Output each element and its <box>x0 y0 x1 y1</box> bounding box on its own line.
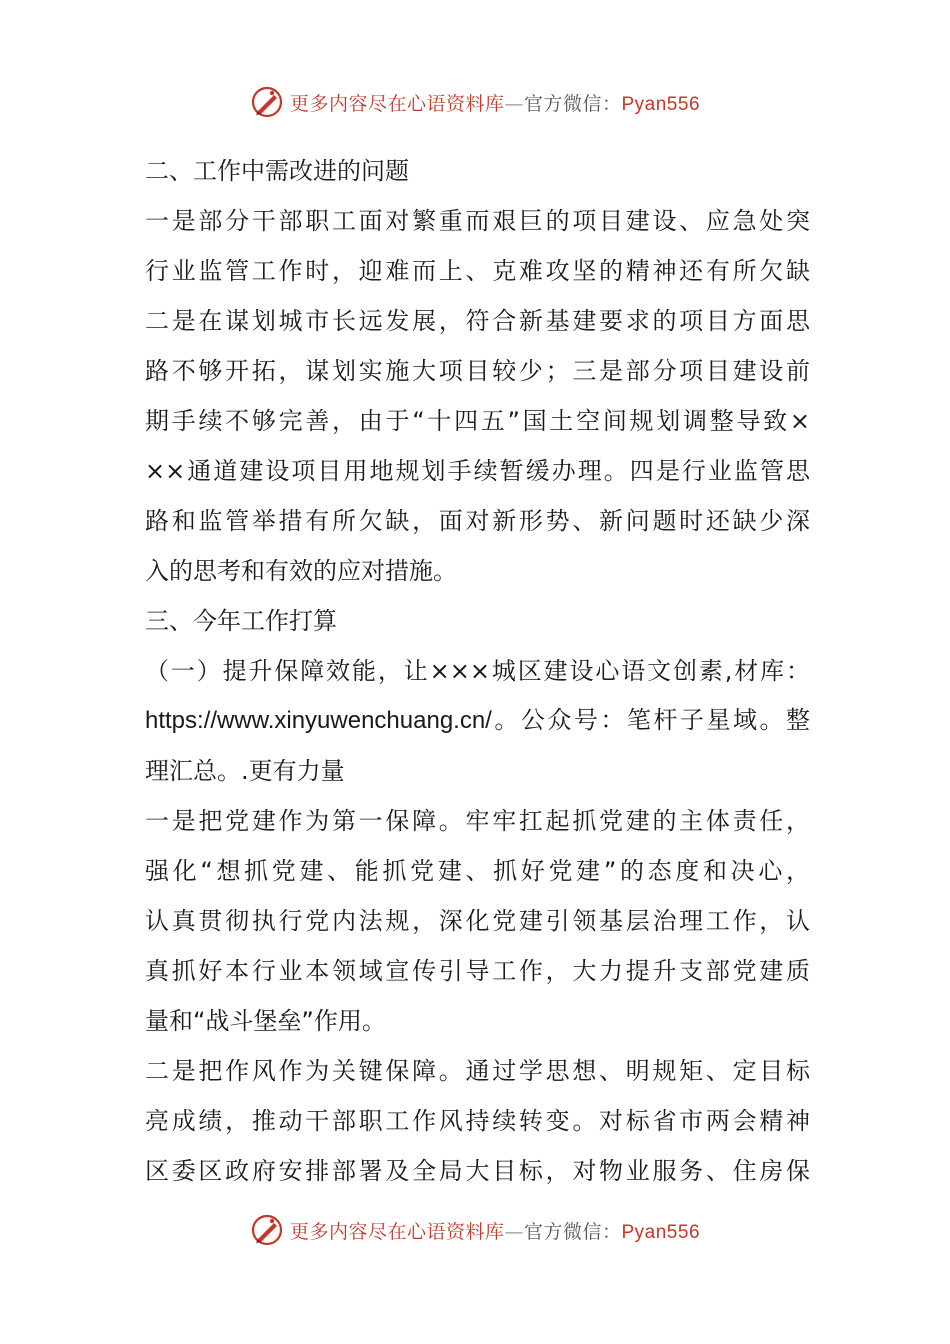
text-line: https://www.xinyuwenchuang.cn/。公众号：笔杆子星域。整 <box>145 707 810 734</box>
text-line: 亮成绩，推动干部职工作风持续转变。对标省市两会精神 <box>145 1107 810 1135</box>
text-line: 路不够开拓，谋划实施大项目较少；三是部分项目建设前 <box>145 357 810 385</box>
watermark-wechat-id: Pyan556 <box>621 93 701 115</box>
text-line: （一）提升保障效能，让×××城区建设心语文创素,材库： <box>145 657 810 685</box>
text-line: 量和“战斗堡垒”作用。 <box>145 1007 386 1035</box>
text-line: 二是在谋划城市长远发展，符合新基建要求的项目方面思 <box>145 307 810 335</box>
text-line: ××通道建设项目用地规划手续暂缓办理。四是行业监管思 <box>145 457 810 485</box>
watermark-text <box>290 1217 700 1244</box>
watermark-brand: 更多内容尽在心语资料库 <box>289 92 505 115</box>
text-line: 路和监管举措有所欠缺，面对新形势、新问题时还缺少深 <box>145 507 810 535</box>
pen-logo-icon <box>250 85 284 119</box>
watermark-wechat-label: 官方微信： <box>523 1220 622 1243</box>
text-line: 认真贯彻执行党内法规，深化党建引领基层治理工作，认 <box>145 907 810 935</box>
text-line: 期手续不够完善，由于“十四五”国土空间规划调整导致× <box>145 407 810 435</box>
text-line: 二、工作中需改进的问题 <box>145 157 409 185</box>
text-line: 二是把作风作为关键保障。通过学思想、明规矩、定目标 <box>145 1057 810 1085</box>
text-line: 真抓好本行业本领域宣传引导工作，大力提升支部党建质 <box>145 957 810 985</box>
text-line: 一是部分干部职工面对繁重而艰巨的项目建设、应急处突 <box>145 207 810 235</box>
watermark-separator: — <box>504 92 524 115</box>
header-watermark <box>0 82 950 122</box>
watermark-text <box>290 89 700 116</box>
text-line: 强化“想抓党建、能抓党建、抓好党建”的态度和决心， <box>145 857 810 885</box>
text-line: 三、今年工作打算 <box>145 607 337 635</box>
text-line: 行业监管工作时，迎难而上、克难攻坚的精神还有所欠缺 <box>145 257 810 285</box>
watermark-wechat-label: 官方微信： <box>523 92 622 115</box>
text-line: 理汇总。.更有力量 <box>145 757 345 785</box>
text-line: 一是把党建作为第一保障。牢牢扛起抓党建的主体责任， <box>145 807 810 835</box>
text-line: 入的思考和有效的应对措施。 <box>145 557 457 585</box>
watermark-brand: 更多内容尽在心语资料库 <box>289 1220 505 1243</box>
footer-watermark <box>0 1210 950 1250</box>
pen-logo-icon <box>250 1213 284 1247</box>
watermark-separator: — <box>504 1220 524 1243</box>
text-line: 区委区政府安排部署及全局大目标，对物业服务、住房保 <box>145 1157 810 1185</box>
document-body <box>145 146 810 1196</box>
watermark-wechat-id: Pyan556 <box>621 1221 701 1243</box>
